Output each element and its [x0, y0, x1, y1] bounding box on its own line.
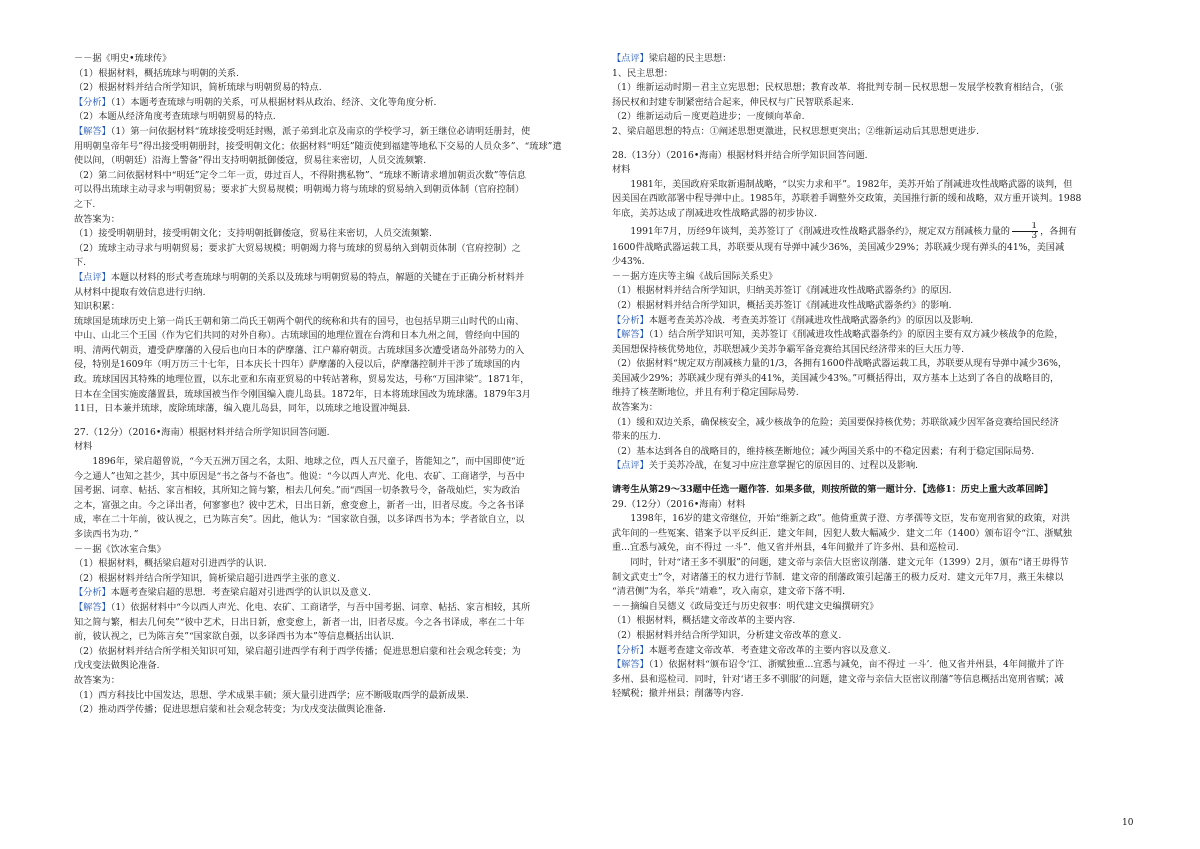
text-line — [612, 357, 1134, 372]
line-text: 国考据、词章、帖括、家言相较，其所知之简与繁，相去几何矣。”而“西国一切条教号令，备哉灿烂，实为政治 — [74, 485, 520, 497]
line-text: 本题考查梁启超的思想．考查梁启超对引进西学的认识以及意义. — [110, 587, 371, 599]
line-text: 1398年，16岁的建文帝继位，开始“维新之政”。他倚重黄子澄、方孝孺等文臣，发布宽刑省狱的政策，对洪 — [630, 513, 1070, 525]
line-text: 之本，富强之由。今之译出者，何寥寥也？彼中艺术，日出日新，愈变愈上，新者一出，旧者尽废。今之各书译 — [74, 499, 525, 511]
line-text: （2）本题从经济角度考查琉球与明朝贸易的特点. — [74, 111, 276, 123]
text-line — [74, 227, 594, 242]
line-text: （2）推动西学传播；促进思想启蒙和社会观念转变；为戊戌变法做舆论准备. — [74, 704, 386, 716]
line-text: （1）缓和双边关系，确保核安全，减少核战争的危险；美国要保持核优势；苏联欲减少因军备竞赛给国民经济 — [612, 416, 1059, 428]
line-text: 多读西书为功．” — [74, 529, 139, 540]
text-line — [612, 255, 1134, 270]
text-line — [612, 498, 1134, 513]
section-tag: 【分析】 — [74, 96, 111, 108]
text-line — [612, 401, 1134, 416]
text-line — [74, 344, 594, 359]
line-text: 28.（13分）（2016•海南）根据材料并结合所学知识回答问题. — [612, 149, 868, 161]
line-text: 1896年，梁启超曾说，“今天五洲万国之名，太阳、地球之位，西人五尺童子，皆能知之”，而中国即使“近 — [92, 456, 525, 468]
text-line — [612, 600, 1134, 615]
text-line — [74, 358, 594, 373]
line-text: 请考生从第29～33题中任选一题作答．如果多做，则按所做的第一题计分．【选修1：历史上重大改革回眸】 — [612, 484, 1053, 496]
text-line — [74, 183, 594, 198]
line-text: （1）根据材料，概括琉球与明朝的关系. — [74, 67, 239, 79]
text-line — [74, 286, 594, 301]
line-text: 故答案为： — [74, 213, 120, 225]
text-line — [74, 426, 594, 441]
text-line — [74, 154, 594, 169]
line-text: 武年间的一些冤案、错案予以平反纠正．建文年间，因犯人数大幅减少．建文二年（1400）颁布诏令“江、浙赋独 — [612, 527, 1072, 539]
text-line — [74, 616, 594, 631]
line-text: 维持了核垄断地位，并且有利于稳定国际局势. — [612, 387, 799, 399]
text-line — [74, 543, 594, 558]
text-line — [612, 314, 1134, 329]
right-column — [612, 52, 1134, 702]
text-line — [612, 207, 1134, 222]
line-text: ，各拥有 — [1040, 225, 1077, 237]
left-column — [74, 52, 594, 718]
text-line — [612, 527, 1134, 542]
text-line — [74, 52, 594, 67]
line-text: 同时，针对“诸王多不驯服”的问题，建文帝与亲信大臣密议削藩．建文元年（1399）2月，颁布“诸王毋得节 — [630, 557, 1069, 568]
text-line — [612, 571, 1134, 586]
text-line — [612, 52, 1134, 67]
section-tag: 【分析】 — [612, 644, 649, 656]
text-line — [74, 645, 594, 660]
text-line — [74, 110, 594, 125]
line-text: 故答案为： — [74, 674, 120, 686]
line-text: 下. — [74, 257, 87, 269]
section-tag: 【分析】 — [612, 314, 649, 326]
line-text: －－摘编自吴德义《政局变迁与历史叙事：明代建文史编撰研究》 — [612, 600, 879, 612]
fraction — [1012, 222, 1038, 241]
text-line — [612, 644, 1134, 659]
line-text: （2）琉球主动寻求与明朝贸易；要求扩大贸易规模；明朝竭力将与琉球的贸易纳入到朝贡体制（官府控制）之 — [74, 242, 521, 254]
line-text: （2）维新运动后－度更趋进步；一度倾向革命. — [612, 111, 805, 123]
text-line — [74, 674, 594, 689]
line-text: （2）根据材料并结合所学知识，分析建文帝改革的意义. — [612, 629, 842, 641]
line-text: 1600件战略武器运载工具，苏联要从现有导弹中减少36%，美国减少29%；苏联减少现有弹头的41%，美国减 — [612, 241, 1065, 253]
line-text: 1、民主思想： — [612, 67, 673, 79]
line-text: 1991年7月，历经9年谈判，美苏签订了《削减进攻性战略武器条约》，规定双方削减核力量的 — [630, 225, 1010, 237]
line-text: （2）依据材料并结合所学相关知识可知，梁启超引进西学有利于西学传播；促进思想启蒙和社会观念转变；为 — [74, 645, 521, 657]
line-text: 成，率在二十年前，彼认视之，已为陈言矣”。因此，他认为：“国家欲自强，以多译西书为本；学者欲自立，以 — [74, 514, 525, 526]
text-line — [612, 163, 1134, 178]
line-text: （1）本题考查琉球与明朝的关系，可从根据材料从政治、经济、文化等角度分析. — [110, 96, 437, 108]
text-line — [74, 169, 594, 184]
line-text: 之下. — [74, 198, 96, 210]
text-line — [74, 689, 594, 704]
text-line — [612, 459, 1134, 474]
text-line — [612, 299, 1134, 314]
line-text: 本题以材料的形式考查琉球与明朝的关系以及琉球与明朝贸易的特点，解题的关键在于正确分析材料并 — [110, 271, 525, 283]
page-number: 10 — [1122, 818, 1134, 828]
line-text: 明、清两代朝贡，遭受萨摩藩的入侵后也向日本的萨摩藩、江户幕府朝贡。古琉球国多次遭受诸岛外部势力的入 — [74, 344, 525, 356]
text-line — [74, 470, 594, 485]
text-line — [612, 192, 1134, 207]
paragraph-gap — [612, 140, 1134, 149]
line-text: 本题考查建文帝改革．考查建文帝改革的主要内容以及意义. — [648, 644, 891, 656]
line-text: 因美国在西欧部署中程导弹中止。1985年，苏联着手调整外交政策，美国推行新的缓和战略，双方重开谈判。1988 — [612, 193, 1082, 205]
text-line — [74, 455, 594, 470]
text-line — [612, 110, 1134, 125]
line-text: －－据《明史•琉球传》 — [74, 53, 172, 64]
text-line — [74, 67, 594, 82]
section-tag: 【点评】 — [74, 271, 111, 283]
text-line — [612, 541, 1134, 556]
text-line — [612, 343, 1134, 358]
text-line — [74, 81, 594, 96]
line-text: －－据方连庆等主编《战后国际关系史》 — [612, 270, 778, 282]
line-text: （2）依据材料“规定双方削减核力量的1/3，各拥有1600件战略武器运载工具，苏联要从现有导弹中减少36%， — [612, 358, 1068, 370]
line-text: 制文武吏士”令，对诸藩王的权力进行节制．建文帝的削藩政策引起藩王的极力反对．建文元年7月，燕王朱棣以 — [612, 571, 1064, 583]
line-text: （2）根据材料并结合所学知识，简析梁启超引进西学主张的意义. — [74, 572, 341, 584]
line-text: 关于美苏冷战，在复习中应注意掌握它的原因目的、过程以及影响. — [648, 460, 919, 472]
text-line — [74, 499, 594, 514]
text-line — [74, 557, 594, 572]
text-line — [612, 658, 1134, 673]
line-text: （2）根据材料并结合所学知识，概括美苏签订《削减进攻性战略武器条约》的影响. — [612, 299, 952, 311]
text-line — [74, 630, 594, 645]
line-text: （1）根据材料，概括梁启超对引进西学的认识. — [74, 558, 267, 570]
section-tag: 【分析】 — [74, 587, 111, 599]
text-line — [612, 328, 1134, 343]
text-line — [74, 402, 594, 417]
line-text: 今之通人”也知之甚少，其中原因是“书之备与不备也”。他说：“今以西人声光、化电、农矿、工商诸学，与吾中 — [74, 470, 525, 482]
section-tag: 【点评】 — [612, 460, 649, 472]
text-line — [74, 213, 594, 228]
line-text: 日本在全国实施废藩置县，琉球国被当作令刚国编入鹿儿岛县。1872年，日本将琉球国改为琉球藩。1879年3月 — [74, 388, 531, 400]
line-text: 多州、县和巡检司．同时，针对‘诸王多不驯服’的问题，建文帝与亲信大臣密议削藩”等信息概括出宽刑省赋；减 — [612, 673, 1064, 685]
line-text: （1）依据材料中“今以西人声光、化电、农矿、工商诸学，与吾中国考据、词章、帖括、家言相较，其所 — [110, 601, 531, 613]
line-text: 戊戌变法做舆论准备. — [74, 660, 160, 672]
line-text: 美国想保持核优势地位，苏联想减少美苏争霸军备竞赛给其国民经济带来的巨大压力等. — [612, 343, 965, 355]
line-text: 故答案为： — [612, 402, 658, 414]
text-line — [612, 430, 1134, 445]
line-text: 年底，美苏达成了削减进攻性战略武器的初步协议. — [612, 207, 818, 219]
line-text: 知之简与繁，相去几何矣”“彼中艺术，日出日新，愈变愈上，新者一出，旧者尽废。今之各书译成，率在二十年 — [74, 616, 525, 628]
section-tag: 【解答】 — [74, 601, 111, 613]
line-text: 扬民权和封建专制紧密结合起来，伸民权与广民智联系起来. — [612, 96, 854, 108]
text-line — [74, 659, 594, 674]
text-line — [612, 67, 1134, 82]
line-text: 1981年，美国政府采取新遏制战略，“以实力求和平”。1982年，美苏开始了削减进攻性战略武器的谈判，但 — [630, 178, 1073, 190]
text-line — [612, 512, 1134, 527]
line-text: 用明朝皇帝年号”得出接受明朝册封，接受明朝文化；依据材料“明廷”随贡使到福建等地私下交易的人员众多”、“琉球”遣 — [74, 140, 562, 152]
line-text: （2）根据材料并结合所学知识，简析琉球与明朝贸易的特点. — [74, 82, 322, 94]
line-text: 从材料中提取有效信息进行归纳. — [74, 286, 206, 298]
text-line — [612, 416, 1134, 431]
text-line — [612, 222, 1134, 241]
text-line — [612, 284, 1134, 299]
section-tag: 【点评】 — [612, 53, 649, 64]
text-line — [74, 256, 594, 271]
text-line — [612, 585, 1134, 600]
text-line — [74, 484, 594, 499]
line-text: 梁启超的民主思想： — [648, 53, 732, 64]
section-tag: 【解答】 — [612, 659, 649, 671]
line-text: 29.（12分）（2016•海南）材料 — [612, 498, 746, 510]
line-text: 前，彼认视之，已为陈言矣”“国家欲自强，以多译西书为本”等信息概括出认识. — [74, 631, 395, 643]
section-tag: 【解答】 — [612, 329, 649, 341]
line-text: －－据《饮冰室合集》 — [74, 543, 166, 555]
line-text: “清君侧”为名，举兵“靖难”，攻入南京，建文帝下落不明. — [612, 586, 846, 598]
line-text: （1）结合所学知识可知，美苏签订《削减进攻性战略武器条约》的原因主要有双方减少核战争的危险， — [648, 329, 1064, 341]
line-text: 带来的压力. — [612, 431, 661, 443]
line-text: （1）西方科技比中国发达，思想、学术成果丰硕；须大量引进西学；应不断吸取西学的最新成果. — [74, 689, 469, 701]
paragraph-gap — [612, 474, 1134, 483]
line-text: 知识积累： — [74, 301, 120, 313]
text-line — [74, 300, 594, 315]
line-text: 重...宜悉与减免，亩不得过 一斗”．他又省并州县，4年间撤并了许多州、县和巡检司. — [612, 542, 959, 554]
line-text: （1）根据材料，概括建文帝改革的主要内容. — [612, 615, 796, 627]
line-text: 材料 — [612, 164, 631, 176]
text-line — [612, 96, 1134, 111]
line-text: 可以得出琉球主动寻求与明朝贸易；要求扩大贸易规模；明朝竭力将与琉球的贸易纳入到朝贡体制（官府控制） — [74, 184, 525, 196]
text-line — [74, 440, 594, 455]
text-line — [612, 241, 1134, 256]
line-text: 2、梁启超思想的特点：①阐述思想更激进，民权思想更突出；②维新运动后其思想更进步. — [612, 125, 980, 137]
line-text: 政。琉球国因其特殊的地理位置，以东北亚和东南亚贸易的中转站著称，贸易发达，号称“万国津梁”。1871年， — [74, 374, 530, 386]
line-text: （1）第一问依据材料“琉球接受明廷封赐，派子弟到北京及南京的学校学习，新王继位必请明廷册封，使 — [110, 125, 531, 137]
text-line — [74, 271, 594, 286]
line-text: 侵，特别是1609年（明万历三十七年，日本庆长十四年）萨摩藩的入侵以后，萨摩藩控制并干涉了琉球国的内 — [74, 359, 521, 371]
text-line — [612, 483, 1134, 498]
fraction-denominator: 3 — [1031, 230, 1038, 241]
text-line — [612, 445, 1134, 460]
line-text: 中山、山北三个王国（作为它们共同的对外自称）。古琉球国的地理位置在台湾和日本九州之间，曾经向中国的 — [74, 330, 520, 342]
line-text: （1）接受明朝册封，接受明朝文化；支持明朝抵御倭寇，贸易往来密切，人员交流频繁. — [74, 228, 432, 240]
line-text: （1）根据材料并结合所学知识，归纳美苏签订《削减进攻性战略武器条约》的原因. — [612, 285, 952, 297]
text-line — [612, 673, 1134, 688]
text-line — [74, 572, 594, 587]
text-line — [612, 125, 1134, 140]
text-line — [74, 242, 594, 257]
paragraph-gap — [74, 417, 594, 426]
text-line — [74, 586, 594, 601]
text-line — [612, 81, 1134, 96]
text-line — [74, 125, 594, 140]
text-line — [612, 556, 1134, 571]
fraction-numerator: 1 — [1012, 222, 1038, 232]
text-line — [74, 96, 594, 111]
text-line — [612, 687, 1134, 702]
text-line — [612, 178, 1134, 193]
text-line — [74, 388, 594, 403]
line-text: 材料 — [74, 441, 93, 453]
text-line — [612, 386, 1134, 401]
line-text: （2）第二问依据材料中“明廷”定令二年一贡，毋过百人，不得附携私物”、“琉球不断请求增加朝贡次数”等信息 — [74, 169, 526, 181]
line-text: 少43%. — [612, 256, 645, 268]
text-line — [74, 703, 594, 718]
text-line — [74, 601, 594, 616]
text-line — [612, 149, 1134, 164]
text-line — [612, 614, 1134, 629]
line-text: 本题考查美苏冷战．考查美苏签订《削减进攻性战略武器条约》的原因以及影响. — [648, 314, 974, 326]
line-text: 11日，日本兼并琉球，废除琉球藩，编入鹿儿岛县，同年，以琉球之地设置冲绳县. — [74, 403, 411, 415]
line-text: 轻赋税；撤并州县；削藩等内容. — [612, 688, 744, 700]
line-text: 使以间，（明朝廷）沿海上警备”得出支持明朝抵御倭寇，贸易往来密切，人员交流频繁. — [74, 155, 427, 167]
line-text: 琉球国是琉球历史上第一尚氏王朝和第二尚氏王朝两个朝代的统称和共有的国号，也包括早期三山时代的山南、 — [74, 315, 525, 327]
text-line — [74, 528, 594, 543]
text-line — [74, 329, 594, 344]
line-text: （1）依据材料“颁布诏令‘江、浙赋独重...宜悉与减免，亩不得过 一斗’．他又省并州县，4年间撤并了许 — [648, 659, 1064, 671]
text-line — [74, 315, 594, 330]
text-line — [74, 373, 594, 388]
line-text: 美国减少29%；苏联减少现有弹头的41%，美国减少43%。”可概括得出，双方基本上达到了各自的战略目的， — [612, 372, 1060, 384]
section-tag: 【解答】 — [74, 125, 111, 137]
text-line — [612, 629, 1134, 644]
text-line — [74, 513, 594, 528]
text-line — [612, 270, 1134, 285]
text-line — [612, 372, 1134, 387]
line-text: （1）维新运动时期－君主立宪思想；民权思想；教育改革．将批判专制－民权思想－发展学校教育相结合，（张 — [612, 82, 1064, 94]
line-text: 27.（12分）（2016•海南）根据材料并结合所学知识回答问题. — [74, 426, 330, 438]
text-line — [74, 140, 594, 155]
text-line — [74, 198, 594, 213]
line-text: （2）基本达到各自的战略目的，维持核垄断地位；减少两国关系中的不稳定因素；有利于稳定国际局势. — [612, 445, 1035, 457]
